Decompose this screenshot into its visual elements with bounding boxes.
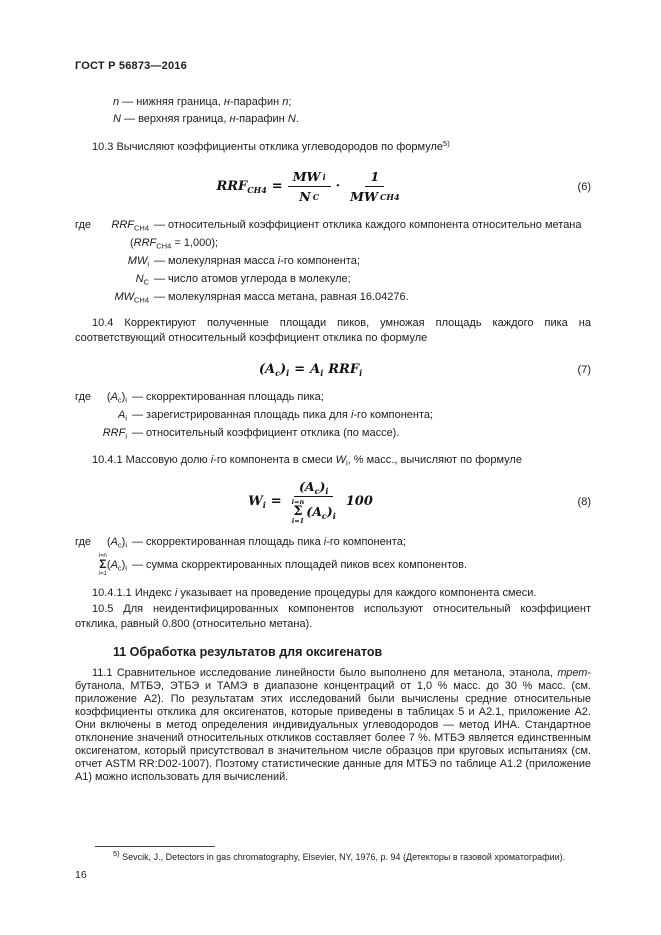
formula-6 — [75, 168, 591, 205]
where-label: где — [75, 536, 92, 549]
equals-sign: = — [294, 362, 306, 377]
formula-8 — [75, 478, 591, 525]
paragraph-10-4-1: 10.4.1 Массовую долю i-го компонента в смеси $W_i$, % масс., вычисляют по формуле — [92, 454, 522, 468]
definition-lower-bound: n — нижняя граница, н-парафин n; — [113, 96, 292, 108]
formula-number: (7) — [577, 363, 591, 376]
var-n-upper: N — [113, 113, 121, 125]
formula-8-legend — [75, 535, 591, 576]
footnote-reference: 5) — [443, 139, 450, 148]
var-ac-i: $(A_c)_i$ — [258, 362, 290, 378]
dash: — — [120, 113, 139, 125]
fraction-one-mwch4: 1 MW CH4 — [350, 169, 400, 204]
formula-8-expression — [248, 478, 373, 525]
legend-row-rrf: $RRF_{CH4}$ — относительный коэффициент отклика каждого компонента относительно метана — [111, 219, 582, 233]
formula-7-expression — [259, 362, 362, 377]
legend-row-nc: $N_C$ — число атомов углерода в молекуле; — [135, 273, 351, 287]
legend-row-rrf: $RRF_i$ — относительный коэффициент отклика (по массе). — [102, 427, 400, 441]
section-11-heading: 11 Обработка результатов для оксигенатов — [113, 644, 383, 659]
footnote — [75, 846, 595, 863]
var-a-i: $A_i$ — [310, 362, 324, 378]
var-rrf-i: $RRF_i$ — [328, 362, 363, 378]
page-number: 16 — [75, 869, 87, 881]
fraction-ac-sum: $(A_c)_i$ i=n Σ i=1 $(A_c)_i$ — [291, 479, 336, 525]
legend-row-ac: $(A_c)_i$ — скорректированная площадь пика i-го компонента; — [106, 536, 406, 550]
legend-row-ac: $(A_c)_i$ — скорректированная площадь пика; — [106, 391, 324, 405]
formula-6-legend — [75, 218, 591, 305]
paragraph-10-4: 10.4 Корректируют полученные площади пиков, умножая площадь каждого пика на соответствующий относительный коэффициент отклика по формуле — [75, 317, 591, 344]
var-n-lower: n — [113, 96, 120, 108]
paragraph-10-3: 10.3 Вычисляют коэффициенты отклика углеводородов по формуле$^{5)}$ — [92, 139, 450, 153]
formula-6-expression — [216, 168, 404, 205]
factor-100: 100 — [345, 494, 373, 510]
definition-upper-bound: N — верхняя граница, н-парафин N. — [113, 113, 299, 125]
formula-7-legend — [75, 390, 591, 441]
footnote-ref: 5) — [113, 849, 120, 858]
fraction-mw-nc: MW i N C — [288, 168, 331, 205]
legend-row-mwch4: $MW_{CH4}$ — молекулярная масса метана, равная 16.04276. — [114, 291, 409, 305]
var-rrf-ch4: $RRF_{CH4}$ — [216, 179, 267, 195]
sigma-sum-icon: i=n Σ i=1 — [291, 498, 305, 525]
definition-text: нижняя граница, — [136, 96, 224, 108]
paragraph-10-5: 10.5 Для неидентифицированных компонентов используют относительный коэффициент отклика, равный 0.800 (относительно метана). — [75, 602, 591, 630]
formula-number: (8) — [577, 495, 591, 508]
legend-row-mw: $MW_i$ — молекулярная масса i-го компонента; — [127, 255, 360, 269]
definition-text: верхняя граница, — [138, 113, 230, 125]
var-w-i: $W_i$ — [248, 494, 266, 511]
where-label: где — [75, 219, 92, 231]
legend-row-a: $A_i$ — зарегистрированная площадь пика для i-го компонента; — [117, 409, 434, 423]
legend-row-sum: i=n Σ i=1 $(A_c)_i$ — сумма скорректированных площадей пиков всех компонентов. — [98, 553, 468, 577]
footnote-text: $^{5)}$ Sevcik, J., Detectors in gas chromatography, Elsevier, NY, 1976, p. 94 (Детекторы в газовой хроматографии). — [113, 849, 566, 862]
formula-7 — [75, 362, 591, 377]
sigma-sum-icon: i=n Σ i=1 — [98, 553, 107, 577]
dash: — — [119, 96, 137, 108]
paragraph-10-4-1-1: 10.4.1.1 Индекс i указывает на проведение процедуры для каждого компонента смеси. — [92, 586, 537, 599]
where-label: где — [75, 391, 92, 403]
equals-sign: = — [271, 179, 283, 194]
formula-number: (6) — [577, 180, 591, 193]
footnote-divider — [95, 846, 215, 847]
page-content — [75, 60, 591, 784]
equals-sign: = — [270, 494, 282, 510]
legend-continuation: $(RRF_{CH4} = 1,000)$; — [130, 237, 219, 251]
standard-number: ГОСТ Р 56873—2016 — [75, 60, 187, 72]
multiplication-dot: · — [335, 179, 341, 194]
paragraph-11-1: 11.1 Сравнительное исследование линейности было выполнено для метанола, этанола, трет-бутанола, МТБЭ, ЭТБЭ и ТАМЭ в диапазоне концентраций от 1,0 % масс. до 30 % масс. (см. приложение А2). По результатам этих исследований были вычислены средние относительные коэффициенты отклика для оксигенатов, которые приведены в таблицах 5 и А2.1, приложение А2. Они включены в метод определения индивидуальных углеводородов — метод ИНА. Стандартное отклонение значений относительных откликов составляет более 7 %. МТБЭ является единственным оксигенатом, который присутствовал в значительном числе образцов при круговых испытаниях (см. отчет ASTM RR:D02-1007). Поэтому статистические данные для МТБЭ по таблице А1.2 (приложение А1) можно использовать для вычислений. — [75, 666, 591, 783]
